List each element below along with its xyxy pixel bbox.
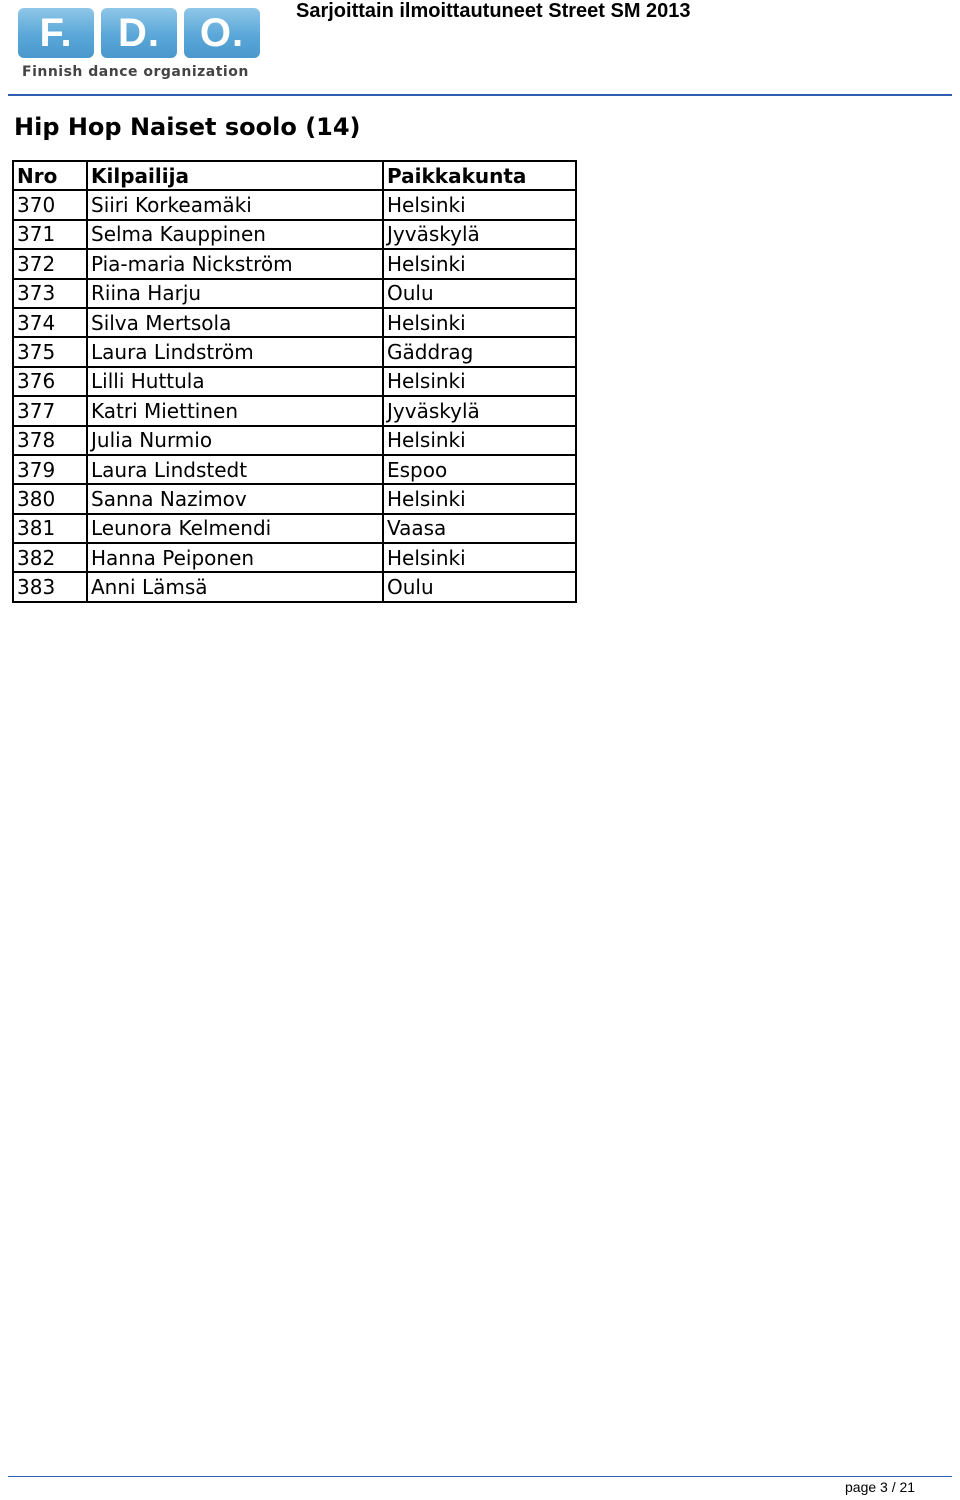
logo-tiles [18, 8, 263, 58]
column-header-paikkakunta: Paikkakunta [383, 161, 576, 190]
table-row [13, 455, 576, 484]
cell-kilpailija: Riina Harju [87, 279, 383, 308]
cell-nro: 370 [13, 190, 87, 219]
cell-paikkakunta: Oulu [383, 279, 576, 308]
table-row [13, 426, 576, 455]
cell-kilpailija: Leunora Kelmendi [87, 514, 383, 543]
table-header-row [13, 161, 576, 190]
table-row [13, 279, 576, 308]
table-row [13, 367, 576, 396]
column-header-kilpailija: Kilpailija [87, 161, 383, 190]
cell-nro: 371 [13, 220, 87, 249]
table-row [13, 337, 576, 366]
cell-kilpailija: Silva Mertsola [87, 308, 383, 337]
cell-paikkakunta: Helsinki [383, 543, 576, 572]
table-row [13, 308, 576, 337]
cell-nro: 382 [13, 543, 87, 572]
table-row [13, 249, 576, 278]
cell-kilpailija: Lilli Huttula [87, 367, 383, 396]
cell-kilpailija: Sanna Nazimov [87, 484, 383, 513]
cell-kilpailija: Laura Lindström [87, 337, 383, 366]
logo-tile-o: O. [184, 8, 260, 58]
table-row [13, 514, 576, 543]
cell-nro: 379 [13, 455, 87, 484]
cell-paikkakunta: Vaasa [383, 514, 576, 543]
page-number: page 3 / 21 [845, 1479, 916, 1495]
header-divider [8, 94, 952, 96]
cell-nro: 372 [13, 249, 87, 278]
cell-paikkakunta: Jyväskylä [383, 220, 576, 249]
footer-divider [8, 1476, 952, 1477]
cell-kilpailija: Anni Lämsä [87, 572, 383, 601]
section-title: Hip Hop Naiset soolo (14) [14, 113, 361, 141]
cell-nro: 377 [13, 396, 87, 425]
cell-paikkakunta: Helsinki [383, 367, 576, 396]
column-header-nro: Nro [13, 161, 87, 190]
cell-nro: 373 [13, 279, 87, 308]
table-row [13, 484, 576, 513]
logo-tile-d: D. [101, 8, 177, 58]
cell-kilpailija: Julia Nurmio [87, 426, 383, 455]
table-row [13, 396, 576, 425]
logo-tile-f: F. [18, 8, 94, 58]
cell-nro: 383 [13, 572, 87, 601]
cell-kilpailija: Siiri Korkeamäki [87, 190, 383, 219]
table-row [13, 190, 576, 219]
table-body [13, 190, 576, 601]
entries-table [12, 160, 577, 603]
cell-nro: 381 [13, 514, 87, 543]
cell-kilpailija: Laura Lindstedt [87, 455, 383, 484]
cell-kilpailija: Katri Miettinen [87, 396, 383, 425]
cell-paikkakunta: Helsinki [383, 249, 576, 278]
cell-nro: 374 [13, 308, 87, 337]
cell-paikkakunta: Gäddrag [383, 337, 576, 366]
document-title: Sarjoittain ilmoittautuneet Street SM 2013 [296, 0, 691, 22]
table-row [13, 220, 576, 249]
cell-kilpailija: Hanna Peiponen [87, 543, 383, 572]
cell-nro: 375 [13, 337, 87, 366]
cell-paikkakunta: Helsinki [383, 426, 576, 455]
cell-paikkakunta: Espoo [383, 455, 576, 484]
logo-subtitle: Finnish dance organization [22, 64, 249, 80]
cell-nro: 376 [13, 367, 87, 396]
table-row [13, 572, 576, 601]
cell-nro: 378 [13, 426, 87, 455]
table-row [13, 543, 576, 572]
cell-kilpailija: Selma Kauppinen [87, 220, 383, 249]
cell-paikkakunta: Helsinki [383, 484, 576, 513]
cell-paikkakunta: Helsinki [383, 190, 576, 219]
cell-kilpailija: Pia-maria Nickström [87, 249, 383, 278]
cell-nro: 380 [13, 484, 87, 513]
fdo-logo [18, 8, 263, 86]
cell-paikkakunta: Jyväskylä [383, 396, 576, 425]
cell-paikkakunta: Helsinki [383, 308, 576, 337]
cell-paikkakunta: Oulu [383, 572, 576, 601]
